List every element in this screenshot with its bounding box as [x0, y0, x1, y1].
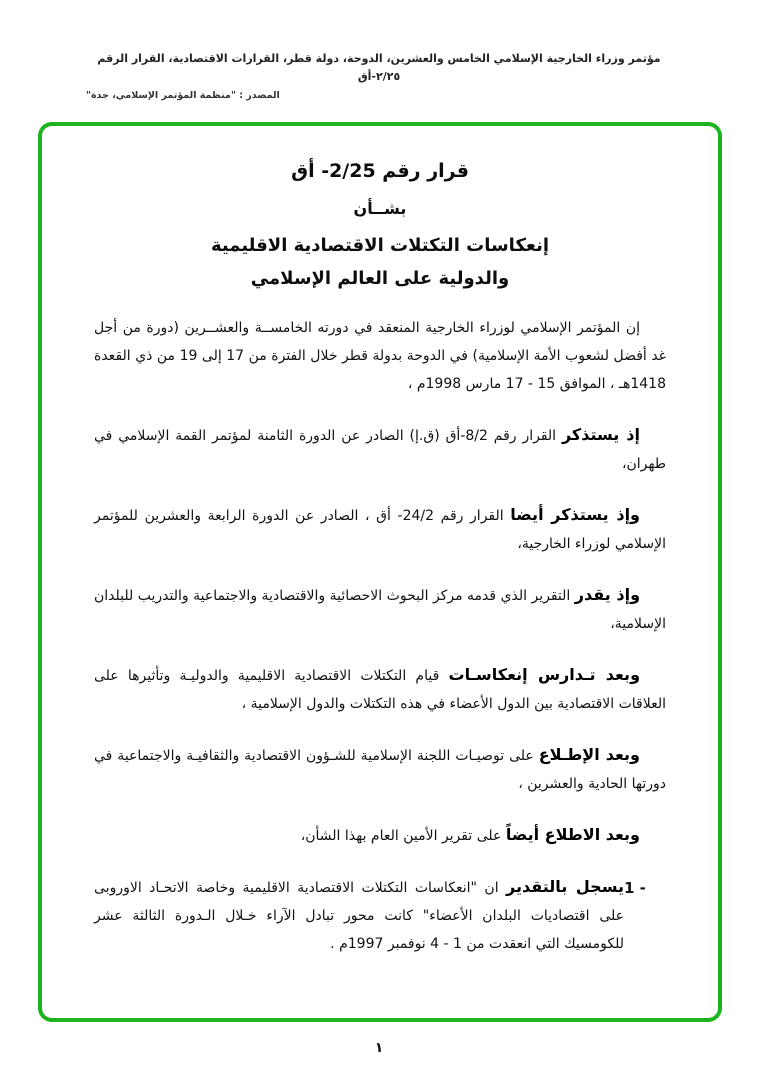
page-number: ١	[374, 1040, 384, 1056]
resolution-subject-word: بشــأن	[353, 199, 407, 218]
recalling-paragraph	[94, 421, 666, 478]
paragraph-lead: وبعد الاطلاع أيضاً	[505, 825, 640, 844]
appreciating-paragraph	[94, 581, 666, 638]
preamble-paragraph	[94, 313, 666, 398]
clause-body: ان "انعكاسات التكتلات الاقتصادية الاقليمية وخاصة الاتحـاد الاوروبى على اقتصاديات البلدان الأعضاء" كانت محور تبادل الآراء خـلال الـدورة الثالثة عشر للكومسيك التي انعقدت من 1 - 4 نوفمبر 1997م .	[94, 880, 624, 952]
paragraph-text: القرار رقم 24/2- أق ، الصادر عن الدورة الرابعة والعشرين للمؤتمر الإسلامي لوزراء الخارجية،	[94, 508, 666, 552]
paragraph-lead: إذ يستذكر	[561, 425, 640, 444]
resolution-number-title: قرار رقم 2/25- أق	[291, 160, 469, 182]
having-reviewed-paragraph	[94, 741, 666, 798]
clause-number: 1 -	[624, 879, 646, 897]
source-line: المصدر : "منظمة المؤتمر الإسلامي، جدة"	[86, 90, 280, 102]
having-studied-paragraph	[94, 661, 666, 718]
operative-clause-1	[94, 873, 666, 958]
paragraph-text: التقرير الذي قدمه مركز البحوث الاحصائية والاقتصادية والاجتماعية والتدريب للبلدان الإسلامية،	[94, 588, 666, 632]
clause-text	[94, 873, 624, 958]
paragraph-text: على توصيـات اللجنة الإسلامية للشـؤون الاقتصادية والثقافيـة والاجتماعية في دورتها الحادية والعشرين ،	[94, 748, 666, 792]
resolution-frame	[38, 122, 722, 1022]
paragraph-lead: وإذ يستذكر أيضا	[510, 505, 640, 524]
resolution-subject-line1: إنعكاسات التكتلات الاقتصادية الاقليمية	[210, 235, 549, 256]
paragraph-lead: وإذ يقدر	[574, 585, 641, 604]
paragraph-text: إن المؤتمر الإسلامي لوزراء الخارجية المنعقد في دورته الخامســة والعشــرين (دورة من أجل غد أفضل لشعوب الأمة الإسلامية) في الدوحة بدولة قطر خلال الفترة من 17 إلى 19 من ذي القعدة 1418هـ ، الموافق 15 - 17 مارس 1998م ،	[94, 320, 666, 392]
citation-line: مؤتمر وزراء الخارجية الإسلامي الخامس والعشرين، الدوحة، دولة قطر، القرارات الاقتصادية، القرار الرقم ٢/٢٥-أق	[97, 52, 661, 83]
paragraph-lead: وبعد الإطـلاع	[538, 745, 640, 764]
paragraph-text: على تقرير الأمين العام بهذا الشأن،	[300, 828, 506, 844]
paragraph-text: القرار رقم 8/2-أق (ق.إ) الصادر عن الدورة الثامنة لمؤتمر القمة الإسلامي في طهران،	[94, 428, 666, 472]
having-reviewed-also-paragraph	[94, 821, 666, 850]
paragraph-text: قيام التكتلات الاقتصادية الاقليمية والدوليـة وتأثيرها على العلاقات الاقتصادية بين الدول الأعضاء في هذه التكتلات والدول الإسلامية ،	[94, 668, 666, 712]
resolution-title-block	[94, 160, 666, 289]
paragraph-lead: وبعد تـدارس إنعكاسـات	[448, 665, 641, 684]
recalling-also-paragraph	[94, 501, 666, 558]
clause-lead: يسجل بالتقدير	[506, 877, 624, 896]
resolution-subject-line2: والدولية على العالم الإسلامي	[250, 268, 510, 289]
document-citation-header	[86, 50, 672, 101]
